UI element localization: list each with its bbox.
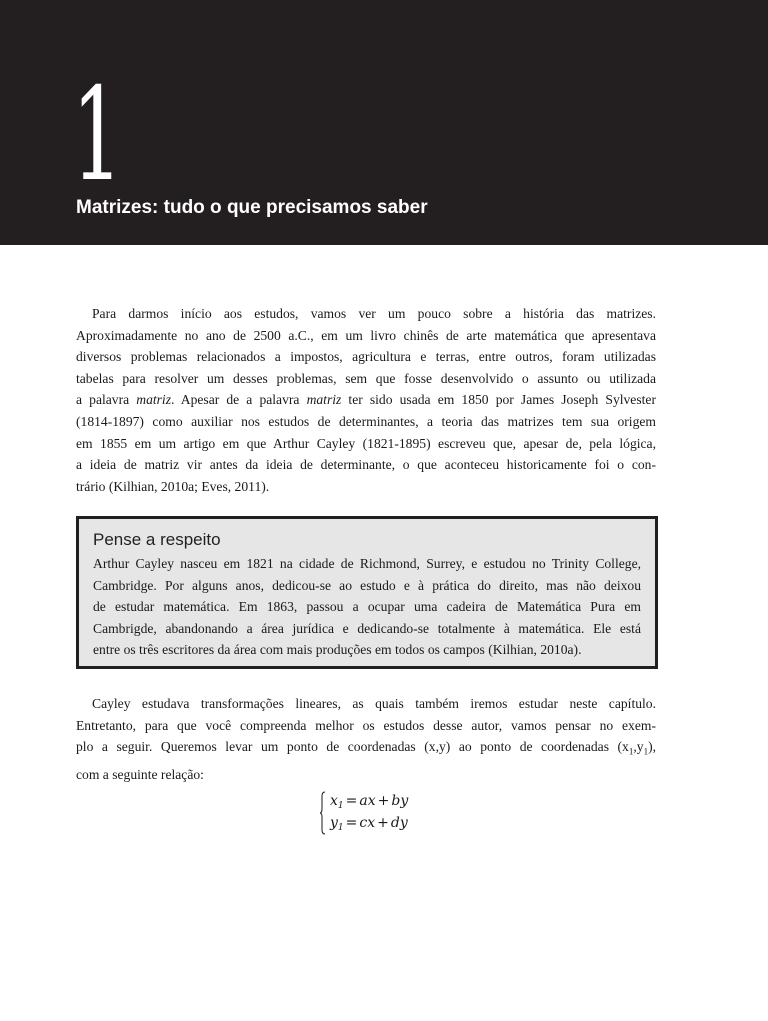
note-box [76, 516, 658, 669]
equation-system [320, 791, 430, 839]
note-line: Cambridge. Por alguns anos, dedicou-se ao estudo e à prática do direito, mas não deixou [93, 577, 641, 593]
paragraph-line: plo a seguir. Queremos levar um ponto de coordenadas (x,y) ao ponto de coordenadas $(x_1,y_1)$, [76, 739, 656, 757]
equation-row: $y_1$ = cx + dy [330, 815, 408, 833]
paragraph-line: diversos problemas relacionados a impostos, agricultura e terras, entre outros, foram utilizadas [76, 349, 656, 365]
note-line: Cambrigde, abandonando a área jurídica e dedicando-se totalmente à matemática. Ele está [93, 620, 641, 636]
note-line: de estudar matemática. Em 1863, passou a ocupar uma cadeira de Matemática Pura em [93, 599, 641, 615]
paragraph-line: Entretanto, para que você compreenda melhor os estudos desse autor, vamos pensar no exem- [76, 717, 656, 733]
equation-row: $x_1$ = ax + by [330, 793, 409, 811]
intro-paragraph [76, 303, 656, 497]
brace-icon [320, 791, 326, 835]
paragraph-line: Para darmos início aos estudos, vamos ver um pouco sobre a história das matrizes. [92, 306, 656, 321]
paragraph-line: a palavra matriz. Apesar de a palavra matriz ter sido usada em 1850 por James Joseph Sylvester [76, 392, 656, 408]
cayley-paragraph [76, 693, 656, 785]
note-title: Pense a respeito [93, 530, 221, 549]
note-line: entre os três escritores da área com mais produções em todos os campos (Kilhian, 2010a). [93, 642, 582, 658]
note-line: Arthur Cayley nasceu em 1821 na cidade de Richmond, Surrey, e estudou no Trinity College, [93, 556, 641, 571]
emphasis: matriz [136, 392, 171, 408]
paragraph-line: tabelas para resolver um desses problemas, sem que fosse desenvolvido o assunto ou utilizada [76, 370, 656, 386]
paragraph-line: (1814-1897) como auxiliar nos estudos de determinantes, a teoria das matrizes tem sua origem [76, 413, 656, 429]
paragraph-line: Cayley estudava transformações lineares, as quais também iremos estudar neste capítulo. [92, 696, 656, 711]
chapter-header [0, 0, 768, 245]
emphasis: matriz [306, 392, 342, 408]
paragraph-line: em 1855 em um artigo em que Arthur Cayley (1821-1895) escreveu que, apesar de, pela lógica, [76, 435, 656, 451]
paragraph-line: a ideia de matriz vir antes da ideia de determinante, o que aconteceu historicamente foi o con- [76, 457, 656, 473]
note-text [93, 553, 641, 661]
paragraph-line: Aproximadamente no ano de 2500 a.C., em um livro chinês de arte matemática que apresentava [76, 327, 656, 343]
chapter-title: Matrizes: tudo o que precisamos saber [76, 197, 428, 218]
paragraph-line: trário (Kilhian, 2010a; Eves, 2011). [76, 478, 270, 494]
chapter-number: 1 [72, 61, 122, 210]
paragraph-line: com a seguinte relação: [76, 766, 204, 782]
